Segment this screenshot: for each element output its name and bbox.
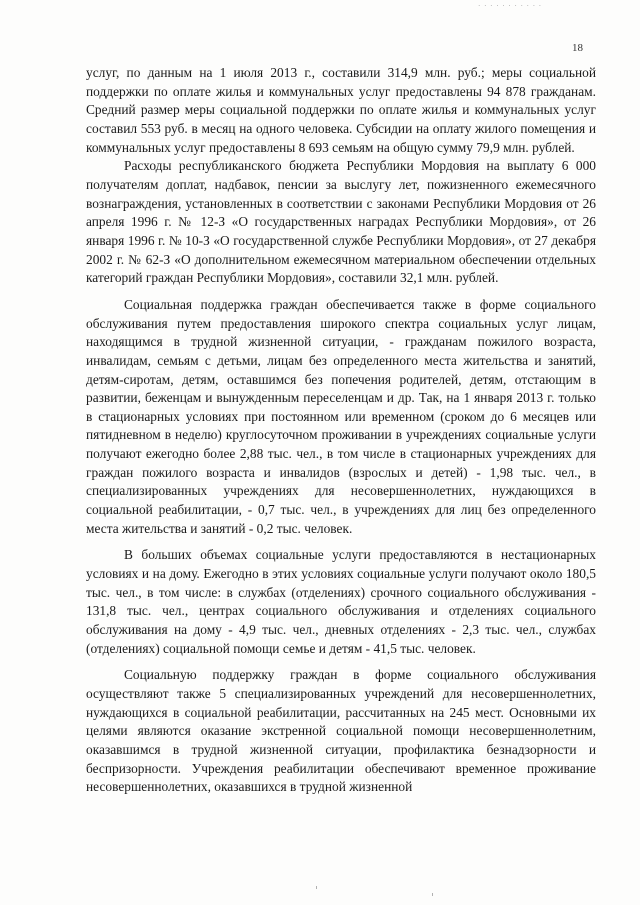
scan-artifact-mark (316, 886, 317, 889)
document-body (86, 64, 596, 797)
paragraph-2: Расходы республиканского бюджета Республики Мордовия на выплату 6 000 получателям доплат, надбавок, пенсии за выслугу лет, пожизненного ежемесячного вознаграждения, установленных в соответствии с законами Республики Мордовия от 26 апреля 1996 г. № 12-З «О государственных наградах Республики Мордовия», от 26 января 1996 г. № 10-З «О государственной службе Республики Мордовия», от 27 декабря 2002 г. № 62-З «О дополнительном ежемесячном материальном обеспечении отдельных категорий граждан Республики Мордовия», составили 32,1 млн. рублей. (86, 158, 596, 286)
page-number: 18 (572, 42, 583, 54)
paragraph-3: Социальная поддержка граждан обеспечивается также в форме социального обслуживания путем предоставления широкого спектра социальных услуг лицам, находящимся в трудной жизненной ситуации, - гражданам пожилого возраста, инвалидам, семьям с детьми, лицам без определенного места жительства и занятий, детям-сиротам, детям, оставшимся без попечения родителей, детям, отстающим в развитии, беженцам и вынужденным переселенцам и др. Так, на 1 января 2013 г. только в стационарных условиях при постоянном или временном (сроком до 6 месяцев или пятидневном в неделю) круглосуточном проживании в учреждениях социальные услуги получают ежегодно более 2,88 тыс. чел., в том числе в стационарных учреждениях для граждан пожилого возраста и инвалидов (взрослых и детей) - 1,98 тыс. чел., в специализированных учреждениях для несовершеннолетних, нуждающихся в социальной реабилитации, - 0,7 тыс. чел., в учреждениях для лиц без определенного места жительства и занятий - 0,2 тыс. человек. (86, 296, 596, 536)
paragraph-4: В больших объемах социальные услуги предоставляются в нестационарных условиях и на дому. Ежегодно в этих условиях социальные услуги получают около 180,5 тыс. чел., в том числе: в службах (отделениях) срочного социального обслуживания - 131,8 тыс. чел., центрах социального обслуживания и отделениях социального обслуживания на дому - 4,9 тыс. чел., дневных отделениях - 2,3 тыс. чел., службах (отделениях) социальной помощи семье и детям - 41,5 тыс. человек. (86, 547, 596, 656)
scan-artifact-mark (432, 893, 433, 896)
paragraph-5: Социальную поддержку граждан в форме социального обслуживания осуществляют также 5 специализированных учреждений для несовершеннолетних, нуждающихся в социальной реабилитации, рассчитанных на 245 мест. Основными их целями являются оказание экстренной социальной помощи несовершеннолетним, оказавшимся в трудной жизненной ситуации, профилактика безнадзорности и беспризорности. Учреждения реабилитации обеспечивают временное проживание несовершеннолетних, оказавшихся в трудной жизненной (86, 667, 596, 795)
paragraph-1: услуг, по данным на 1 июля 2013 г., составили 314,9 млн. руб.; меры социальной поддержки по оплате жилья и коммунальных услуг предоставлены 94 878 гражданам. Средний размер меры социальной поддержки по оплате жилья и коммунальных услуг составил 553 руб. в месяц на одного человека. Субсидии на оплату жилого помещения и коммунальных услуг предоставлены 8 693 семьям на общую сумму 79,9 млн. рублей. (86, 65, 596, 155)
scan-header-marks: · · · · · · · · · · · (478, 2, 543, 10)
